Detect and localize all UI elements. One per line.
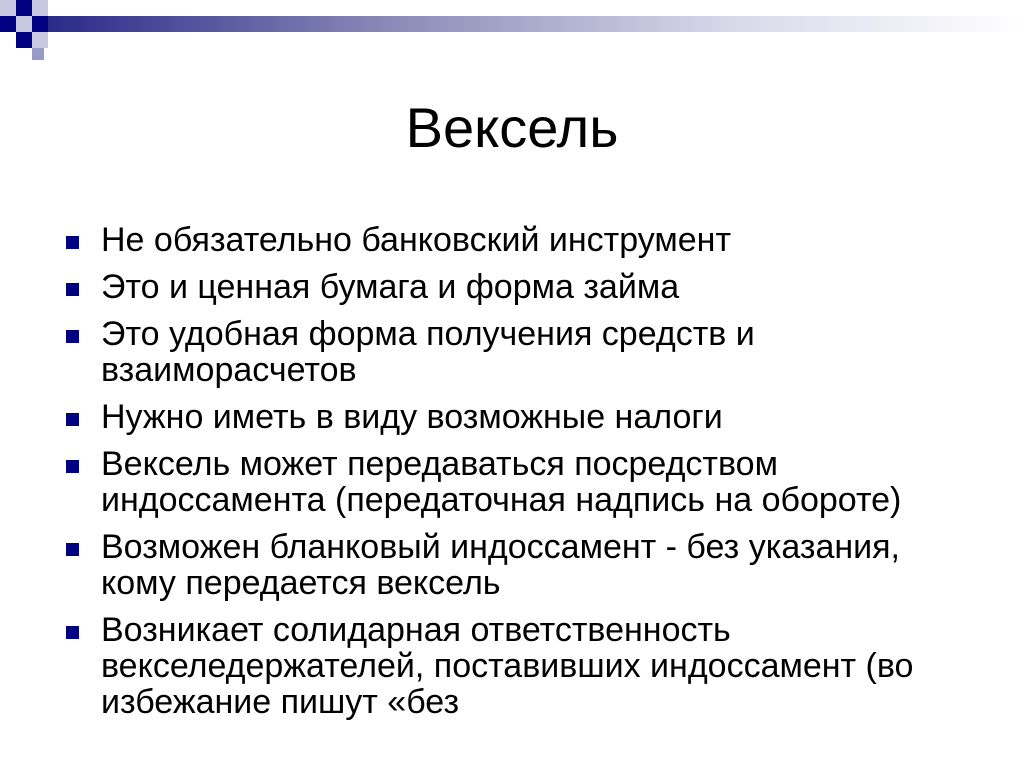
bullet-item: [64, 446, 964, 518]
bullet-text: Возможен бланковый индоссамент - без указания, кому передается вексель: [101, 528, 900, 602]
square-bullet-icon: [66, 413, 79, 426]
bullet-text: Нужно иметь в виду возможные налоги: [101, 398, 723, 436]
bullet-text: Возникает солидарная ответственность векселедержателей, поставивших индоссамент (во избежание пишут «без: [101, 611, 914, 721]
bullet-item: [64, 612, 964, 720]
square-bullet-icon: [66, 236, 79, 249]
bullet-item: [64, 399, 964, 435]
bullet-item: [64, 316, 964, 388]
bullet-text: Это удобная форма получения средств и взаиморасчетов: [101, 315, 755, 389]
slide-title: Вексель: [405, 96, 619, 159]
square-bullet-icon: [66, 330, 79, 343]
square-bullet-icon: [66, 460, 79, 473]
bullet-list: [64, 222, 964, 731]
bullet-item: [64, 269, 964, 305]
square-bullet-icon: [66, 283, 79, 296]
bullet-text: Вексель может передаваться посредством индоссамента (передаточная надпись на обороте): [101, 445, 902, 519]
bullet-item: [64, 529, 964, 601]
bullet-text: Это и ценная бумага и форма займа: [101, 268, 680, 306]
bullet-text: Не обязательно банковский инструмент: [101, 221, 732, 259]
bullet-item: [64, 222, 964, 258]
square-bullet-icon: [66, 543, 79, 556]
header-decoration: [0, 0, 1024, 64]
square-bullet-icon: [66, 626, 79, 639]
